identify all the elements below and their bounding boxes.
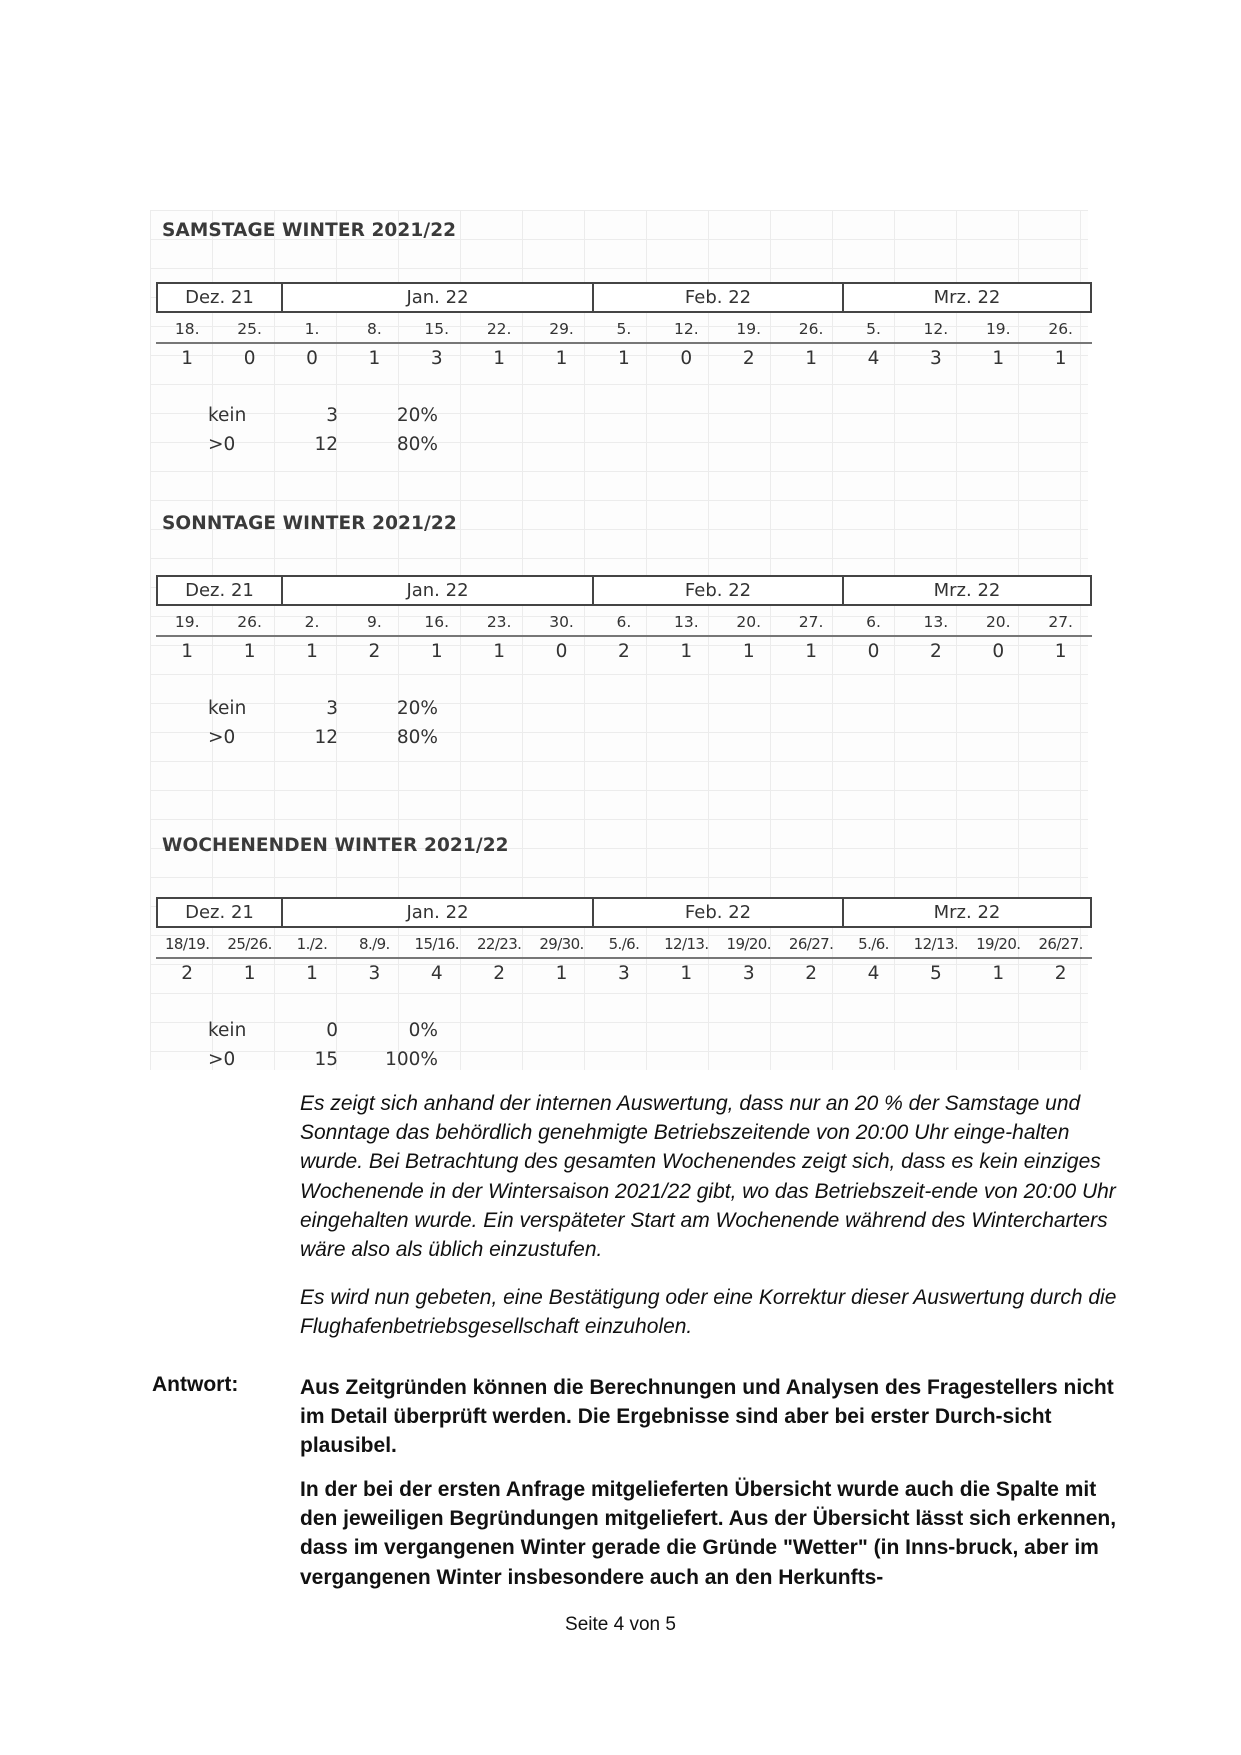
stat-count: 3: [326, 698, 338, 719]
date-cell: 8./9.: [359, 935, 390, 953]
month-cell: Jan. 22: [283, 899, 594, 926]
date-cell: 5./6.: [608, 935, 640, 953]
value-cell: 1: [1054, 348, 1067, 369]
value-cell: 1: [555, 348, 568, 369]
date-cell: 5./6.: [858, 935, 889, 953]
value-cell: 2: [929, 641, 942, 662]
month-header: [156, 282, 1092, 313]
value-cell: 1: [181, 641, 194, 662]
value-cell: 1: [368, 348, 381, 369]
value-cell: 1: [805, 641, 817, 662]
stat-line: [208, 696, 468, 725]
answer-paragraph: Aus Zeitgründen können die Berechnungen und Analysen des Fragestellers nicht im Detail überprüft werden. Die Ergebnisse sind aber bei erster Durch-sicht plausibel.: [300, 1376, 1114, 1458]
table-title: WOCHENENDEN WINTER 2021/22: [162, 835, 509, 856]
date-cell: 15/16.: [414, 935, 459, 953]
value-cell: 3: [368, 963, 381, 984]
month-cell: Feb. 22: [594, 577, 844, 604]
stat-line: [208, 432, 468, 461]
date-cell: 22.: [486, 320, 512, 338]
month-cell: Jan. 22: [283, 577, 594, 604]
value-cell: 1: [992, 963, 1005, 984]
date-cell: 1./2.: [296, 935, 328, 953]
month-cell: Feb. 22: [594, 899, 844, 926]
stat-line: [208, 1018, 468, 1047]
date-cell: 22/23.: [476, 935, 522, 953]
stat-label: kein: [208, 405, 247, 426]
stat-count: 0: [326, 1020, 338, 1041]
stat-count: 12: [314, 434, 338, 455]
value-cell: 1: [992, 348, 1005, 369]
date-cell: 19/20.: [976, 935, 1021, 953]
date-cell: 25.: [237, 320, 262, 338]
answer-label: Antwort:: [152, 1373, 239, 1396]
stat-line: [208, 1047, 468, 1076]
date-cell: 26/27.: [788, 935, 834, 953]
date-cell: 20.: [985, 613, 1011, 631]
value-cell: 2: [805, 963, 817, 984]
date-row: [156, 609, 1092, 637]
date-cell: 29.: [549, 320, 574, 338]
value-cell: 4: [867, 348, 880, 369]
date-cell: 19.: [736, 320, 762, 338]
date-cell: 6.: [866, 613, 881, 631]
value-cell: 0: [992, 641, 1005, 662]
month-cell: Dez. 21: [158, 284, 283, 311]
stat-percent: 80%: [396, 727, 438, 748]
stat-count: 15: [314, 1049, 338, 1070]
date-cell: 12/13.: [913, 935, 959, 953]
value-cell: 3: [618, 963, 630, 984]
value-cell: 5: [929, 963, 942, 984]
date-cell: 18.: [174, 320, 200, 338]
stat-count: 12: [314, 727, 338, 748]
date-cell: 26/27.: [1038, 935, 1083, 953]
date-cell: 13.: [673, 613, 699, 631]
value-cell: 3: [742, 963, 755, 984]
date-cell: 26.: [1048, 320, 1073, 338]
value-cell: 0: [867, 641, 880, 662]
month-cell: Feb. 22: [594, 284, 844, 311]
scanned-tables: [150, 210, 1088, 1070]
question-paragraph: Es wird nun gebeten, eine Bestätigung oder eine Korrektur dieser Auswertung durch die Flughafenbetriebsgesellschaft einzuholen.: [300, 1286, 1117, 1339]
value-cell: 2: [181, 963, 194, 984]
value-cell: 1: [243, 641, 256, 662]
value-cell: 0: [555, 641, 568, 662]
stat-label: >0: [208, 727, 236, 748]
stat-label: kein: [208, 698, 247, 719]
stat-label: >0: [208, 1049, 236, 1070]
value-cell: 4: [430, 963, 443, 984]
date-cell: 26.: [237, 613, 262, 631]
value-row: [156, 959, 1092, 989]
date-cell: 12/13.: [664, 935, 709, 953]
month-cell: Mrz. 22: [933, 287, 1001, 308]
value-cell: 2: [493, 963, 506, 984]
answer-paragraph: In der bei der ersten Anfrage mitgelieferten Übersicht wurde auch die Spalte mit den jeweiligen Begründungen mitgeliefert. Aus der Übersicht lässt sich erkennen, dass im vergangenen Winter gerade die Gründe "Wetter" (in Inns-bruck, aber im vergangenen Winter insbesondere auch an den Herkunfts-: [300, 1478, 1117, 1589]
date-cell: 5.: [616, 320, 632, 338]
month-cell: Jan. 22: [283, 284, 594, 311]
date-cell: 6.: [616, 613, 632, 631]
value-cell: 1: [742, 641, 755, 662]
date-cell: 19/20.: [726, 935, 771, 953]
value-cell: 1: [1054, 641, 1067, 662]
date-cell: 19.: [985, 320, 1011, 338]
date-cell: 25/26.: [227, 935, 272, 953]
value-cell: 2: [1054, 963, 1067, 984]
table-title: SAMSTAGE WINTER 2021/22: [162, 220, 457, 241]
value-cell: 1: [618, 348, 630, 369]
value-cell: 3: [430, 348, 443, 369]
value-cell: 1: [181, 348, 194, 369]
value-cell: 1: [493, 641, 506, 662]
date-cell: 30.: [549, 613, 574, 631]
date-cell: 8.: [366, 320, 382, 338]
value-cell: 0: [306, 348, 318, 369]
value-cell: 3: [929, 348, 942, 369]
value-cell: 1: [306, 641, 318, 662]
value-cell: 0: [243, 348, 256, 369]
month-header: [156, 575, 1092, 606]
value-cell: 0: [680, 348, 693, 369]
date-cell: 23.: [486, 613, 512, 631]
date-cell: 13.: [923, 613, 949, 631]
date-row: [156, 316, 1092, 344]
value-cell: 1: [430, 641, 443, 662]
date-cell: 27.: [1048, 613, 1073, 631]
value-cell: 1: [243, 963, 256, 984]
value-row: [156, 637, 1092, 667]
stat-percent: 20%: [396, 698, 438, 719]
stat-line: [208, 725, 468, 754]
date-cell: 1.: [304, 320, 320, 338]
stat-percent: 20%: [396, 405, 438, 426]
stat-percent: 0%: [408, 1020, 438, 1041]
value-cell: 2: [742, 348, 755, 369]
date-cell: 16.: [424, 613, 450, 631]
date-cell: 29/30.: [539, 935, 584, 953]
stat-count: 3: [326, 405, 338, 426]
value-cell: 1: [680, 963, 693, 984]
page-footer: Seite 4 von 5: [565, 1614, 676, 1635]
value-cell: 2: [618, 641, 630, 662]
date-cell: 9.: [366, 613, 382, 631]
value-cell: 1: [680, 641, 693, 662]
date-cell: 19.: [174, 613, 200, 631]
stat-percent: 80%: [396, 434, 438, 455]
date-cell: 27.: [798, 613, 824, 631]
month-cell: Dez. 21: [158, 899, 283, 926]
value-cell: 1: [555, 963, 568, 984]
question-paragraph: Es zeigt sich anhand der internen Auswertung, dass nur an 20 % der Samstage und Sonntage das behördlich genehmigte Betriebszeitende von 20:00 Uhr einge-halten wurde. Bei Betrachtung des gesamten Wochenendes zeigt sich, dass es kein einziges Wochenende in der Wintersaison 2021/22 gibt, wo das Betriebszeit-ende von 20:00 Uhr eingehalten wurde. Ein verspäteter Start am Wochenende während des Wintercharters wäre also als üblich einzustufen.: [300, 1092, 1116, 1262]
date-cell: 18/19.: [164, 935, 210, 953]
month-header: [156, 897, 1092, 928]
value-cell: 4: [867, 963, 880, 984]
value-cell: 2: [368, 641, 381, 662]
date-cell: 12.: [673, 320, 699, 338]
stat-percent: 100%: [385, 1049, 438, 1070]
date-row: [156, 931, 1092, 959]
stats: [208, 403, 468, 461]
value-row: [156, 344, 1092, 374]
month-cell: Dez. 21: [158, 577, 283, 604]
date-cell: 15.: [424, 320, 450, 338]
stats: [208, 696, 468, 754]
value-cell: 1: [805, 348, 817, 369]
date-cell: 2.: [304, 613, 320, 631]
value-cell: 1: [493, 348, 506, 369]
stat-label: kein: [208, 1020, 247, 1041]
stat-label: >0: [208, 434, 236, 455]
month-cell: Mrz. 22: [933, 580, 1001, 601]
date-cell: 12.: [923, 320, 949, 338]
stat-line: [208, 403, 468, 432]
date-cell: 26.: [798, 320, 824, 338]
date-cell: 5.: [866, 320, 881, 338]
table-title: SONNTAGE WINTER 2021/22: [162, 513, 457, 534]
month-cell: Mrz. 22: [933, 902, 1001, 923]
date-cell: 20.: [736, 613, 762, 631]
stats: [208, 1018, 468, 1076]
value-cell: 1: [306, 963, 318, 984]
